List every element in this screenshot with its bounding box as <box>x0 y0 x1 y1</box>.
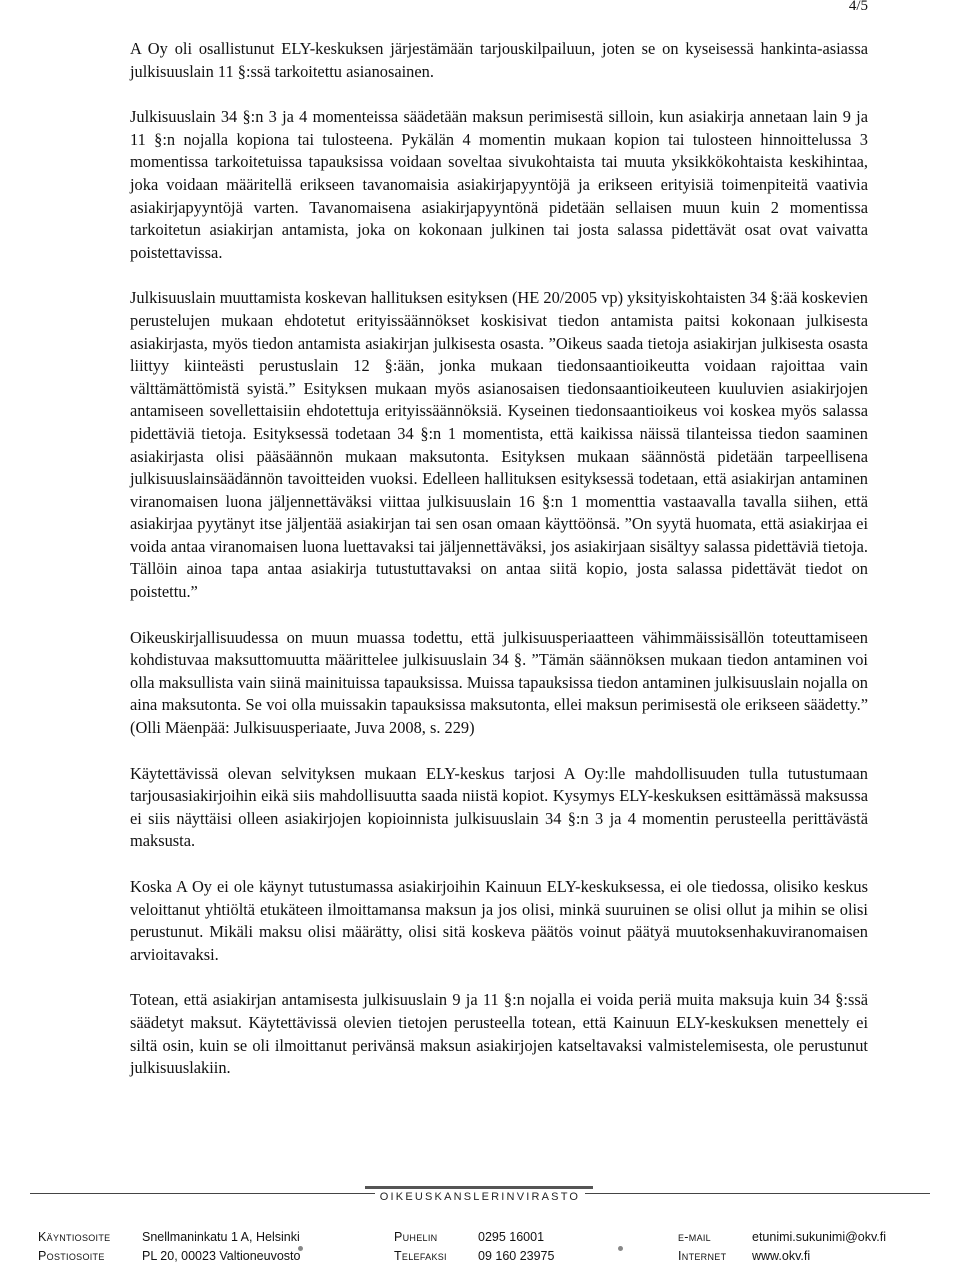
postal-address-label: Postiosoite <box>38 1249 105 1263</box>
visiting-address-value: Snellmaninkatu 1 A, Helsinki <box>142 1230 300 1244</box>
email-value[interactable]: etunimi.sukunimi@okv.fi <box>752 1230 887 1244</box>
footer-row <box>38 1230 918 1248</box>
page-number: 4/5 <box>848 0 868 14</box>
internet-label: Internet <box>678 1249 727 1263</box>
email-label: e-mail <box>678 1230 711 1244</box>
fax-value: 09 160 23975 <box>478 1249 555 1263</box>
paragraph-6: Koska A Oy ei ole käynyt tutustumassa asiakirjoihin Kainuun ELY-keskuksessa, ei ole tiedossa, olisiko keskus veloittanut yhtiöltä etukäteen ilmoittamansa maksun ja jos olisi, minkä suuruinen se olisi ollut ja mihin se olisi perustunut. Mikäli maksu olisi määrätty, olisi sitä koskeva päätös voinut päätyä muutoksenhakuviranomaisen arvioitavaksi. <box>130 877 868 964</box>
footer-logo <box>0 1185 960 1215</box>
phone-value: 0295 16001 <box>478 1230 545 1244</box>
paragraph-2: Julkisuuslain 34 §:n 3 ja 4 momenteissa säädetään maksun perimisestä silloin, kun asiakirja annetaan lain 9 ja 11 §:n nojalla kopiona tai tulosteena. Pykälän 4 momentin mukaan kopion tai tulosteen hinnoittelussa 3 momentissa tarkoitetuissa tapauksissa voidaan soveltaa sivukohtaista tai muuta yksikkökohtaista keskihintaa, joka voidaan määritellä erikseen tavanomaisia asiakirjapyyntöjä ja erikseen erityisiä toimenpiteitä vaativia asiakirjapyyntöjä varten. Tavanomaisena asiakirjapyyntönä pidetään sellaisen muun kuin 2 momentissa tarkoitetun asiakirjan antamista, joka on kokonaan julkinen tai josta salassa pidettävät osat ovat vaivatta poistettavissa. <box>130 107 868 262</box>
visiting-address-label: Käyntiosoite <box>38 1230 111 1244</box>
postal-address-value: PL 20, 00023 Valtioneuvosto <box>142 1249 301 1263</box>
paragraph-1: A Oy oli osallistunut ELY-keskuksen järjestämään tarjouskilpailuun, joten se on kyseisessä hankinta-asiassa julkisuuslain 11 §:ssä tarkoitettu asianosainen. <box>130 39 868 81</box>
footer-row <box>38 1249 918 1267</box>
paragraph-5: Käytettävissä olevan selvityksen mukaan ELY-keskus tarjosi A Oy:lle mahdollisuuden tulla tutustumaan tarjousasiakirjoihin eikä siis mahdollisuutta saada niistä kopiot. Kysymys ELY-keskuksen esittämässä maksussa ei siis näyttäisi olleen asiakirjojen kopioinnista julkisuuslain 34 §:n 3 ja 4 momentin perusteella perittävästä maksusta. <box>130 763 868 851</box>
phone-label: Puhelin <box>394 1230 438 1244</box>
footer-logo-bar <box>365 1186 593 1189</box>
paragraph-7: Totean, että asiakirjan antamisesta julkisuuslain 9 ja 11 §:n nojalla ei voida periä muita maksuja kuin 34 §:ssä säädetyt maksut. Käytettävissä olevien tietojen perusteella totean, että Kainuun ELY-keskuksen menettely ei siltä osin, kuin se oli ilmoittanut perivänsä maksun asiakirjojen katseltavaksi valmistelemisesta, ole perustunut julkisuuslakiin. <box>130 990 868 1078</box>
paragraph-4: Oikeuskirjallisuudessa on muun muassa todettu, että julkisuusperiaatteen vähimmäissisällön toteuttamiseen kohdistuvaa maksuttomuutta määrittelee julkisuuslain 34 §. ”Tämän säännöksen mukaan tiedon antaminen voi olla maksullista vain siinä mainituissa tapauksissa. Muissa tapauksissa tiedon antaminen julkisuuslain nojalla on aina maksutonta. Se voi olla muissakin tapauksissa maksutonta, ellei maksun perimisestä ole erikseen säädetty.” (Olli Mäenpää: Julkisuusperiaate, Juva 2008, s. 229) <box>130 627 868 738</box>
fax-label: Telefaksi <box>394 1249 447 1263</box>
footer-logo-text: OIKEUSKANSLERINVIRASTO <box>379 1191 581 1203</box>
internet-value[interactable]: www.okv.fi <box>752 1249 811 1263</box>
paragraph-3: Julkisuuslain muuttamista koskevan hallituksen esityksen (HE 20/2005 vp) yksityiskohtaisten 34 §:ää koskevien perustelujen mukaan ehdotetut erityissäännökset koskisivat tiedon antamista paitsi kokonaan julkisesta asiakirjasta, myös tiedon antamista asiakirjan julkisesta osasta. ”Oikeus saada tietoja asiakirjan julkisesta osasta liittyy kiinteästi perustuslain 12 §:ään, jonka mukaan tiedonsaantioikeutta voidaan rajoittaa vain välttämättömistä syistä.” Esityksen mukaan myös asianosaisen tiedonsaantioikeuteen kuuluvien asiakirjojen antamiseen sovellettaisiin ehdotettuja erityissäännöksiä. Kyseinen tiedonsaantioikeus voi koskea myös salassa pidettäviä tietoja. Esityksessä todetaan 34 §:n 1 momentista, että kaikissa näissä tilanteissa tiedon saaminen asiakirjasta olisi pääsäännön mukaan maksutonta. Esityksen mukaan säännöstä pidetään tarpeellisena julkisuuslainsäädännön tavoitteiden vuoksi. Edelleen hallituksen esityksessä todetaan, että asiakirjan antaminen viranomaisen luona jäljennettäväksi viittaa julkisuuslain 16 §:n 1 momenttia vastaavalla tavalla siihen, että asiakirjaa pyytänyt itse jäljentää asiakirjan tai sen osan omaan käyttöönsä. ”On syytä huomata, että asiakirjaa ei voida antaa viranomaisen luona luettavaksi tai jäljennettäväksi, jos asiakirjaan sisältyy salassa pidettäviä tietoja. Tällöin ainoa tapa antaa asiakirja tutustuttavaksi on antaa siitä kopio, josta salassa pidettävät tiedot on poistettu.” <box>130 288 868 602</box>
document-body <box>130 38 868 1103</box>
